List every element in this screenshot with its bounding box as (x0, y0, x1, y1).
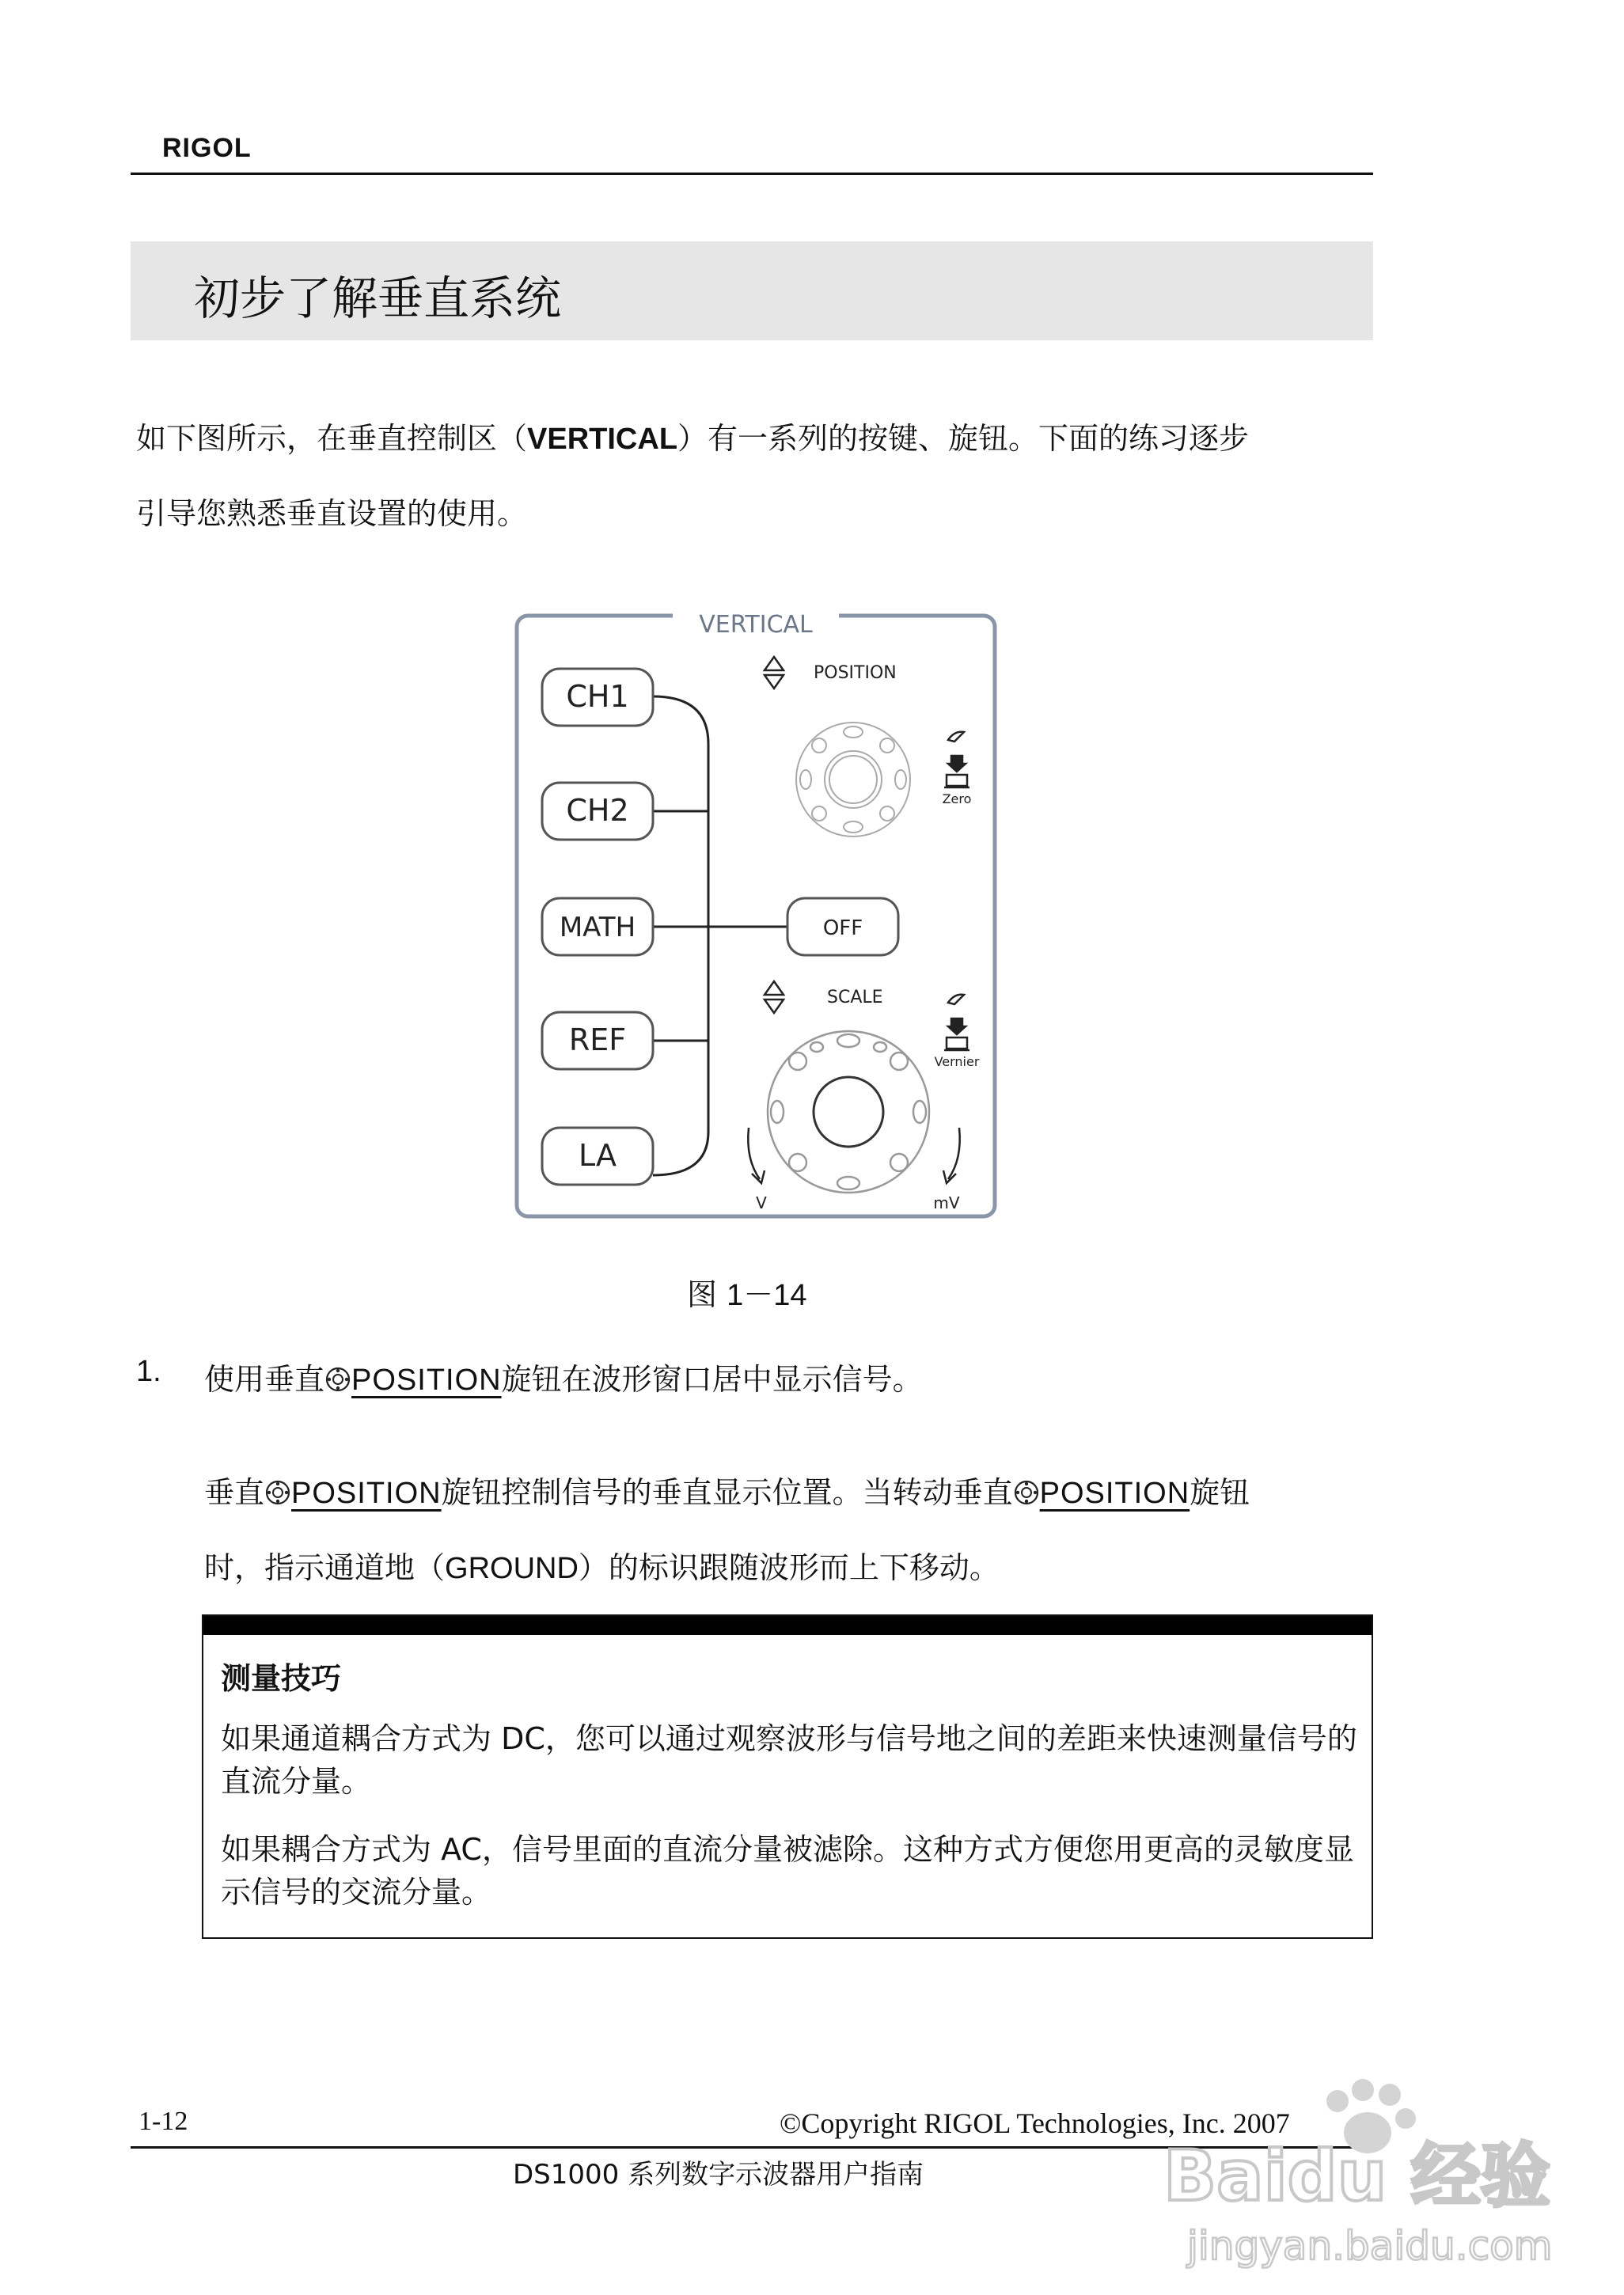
step-1-detail-line-1: 垂直 POSITION旋钮控制信号的垂直显示位置。当转动垂直 POSITION旋钮 (204, 1475, 1250, 1510)
position-label: POSITION (814, 663, 897, 683)
step-1-detail-line-2: 时，指示通道地（GROUND）的标识跟随波形而上下移动。 (204, 1550, 1000, 1585)
ch1-button (542, 669, 653, 726)
knob-icon (324, 1366, 351, 1393)
baidu-watermark (1155, 2069, 1567, 2283)
watermark-brand: Baidu 经验 (1163, 2135, 1550, 2217)
ref-button (542, 1012, 653, 1069)
figure-caption: 图 1－14 (687, 1277, 807, 1312)
tip-paragraph-2: 如果耦合方式为 AC，信号里面的直流分量被滤除。这种方式方便您用更高的灵敏度显示信号的交流分量。 (221, 1832, 1354, 1910)
ch2-button (542, 783, 653, 840)
ref-label: REF (568, 1022, 627, 1057)
mv-label: mV (933, 1193, 960, 1212)
off-label: OFF (822, 916, 863, 940)
knob-icon (1013, 1479, 1040, 1506)
tip-paragraph-1: 如果通道耦合方式为 DC，您可以通过观察波形与信号地之间的差距来快速测量信号的直流分量。 (221, 1721, 1357, 1799)
measurement-tip-box (202, 1614, 1373, 1939)
intro-line-2: 引导您熟悉垂直设置的使用。 (136, 496, 528, 531)
panel-title: VERTICAL (699, 613, 813, 639)
la-button (542, 1128, 653, 1185)
step-1-text: 使用垂直 POSITION旋钮在波形窗口居中显示信号。 (204, 1362, 923, 1397)
copyright: ©Copyright RIGOL Technologies, Inc. 2007 (780, 2107, 1290, 2139)
math-button (542, 898, 653, 955)
step-number: 1. (136, 1355, 161, 1388)
position-knob-label: POSITION (351, 1364, 502, 1397)
intro-line-1: 如下图所示，在垂直控制区（VERTICAL）有一系列的按键、旋钮。下面的练习逐步 (136, 421, 1250, 456)
la-label: LA (578, 1138, 617, 1173)
ch2-label: CH2 (566, 793, 629, 828)
math-label: MATH (559, 912, 636, 943)
off-button (787, 898, 898, 955)
page-number: 1-12 (138, 2107, 188, 2136)
position-knob-label: POSITION (291, 1477, 442, 1510)
v-label: V (756, 1193, 767, 1212)
watermark-url: jingyan.baidu.com (1187, 2223, 1553, 2269)
ch1-label: CH1 (566, 679, 629, 714)
vernier-label: Vernier (934, 1054, 980, 1069)
knob-icon (264, 1479, 291, 1506)
section-title: 初步了解垂直系统 (194, 271, 562, 325)
zero-label: Zero (942, 791, 972, 806)
header-rule (131, 173, 1373, 175)
position-knob-label: POSITION (1039, 1477, 1190, 1510)
tip-header-bar (203, 1616, 1372, 1635)
vertical-panel-figure (514, 613, 997, 1219)
scale-label: SCALE (827, 988, 883, 1007)
tip-title: 测量技巧 (221, 1661, 342, 1696)
brand-logo-text: RIGOL (162, 133, 252, 163)
guide-title: DS1000 系列数字示波器用户指南 (513, 2159, 924, 2191)
